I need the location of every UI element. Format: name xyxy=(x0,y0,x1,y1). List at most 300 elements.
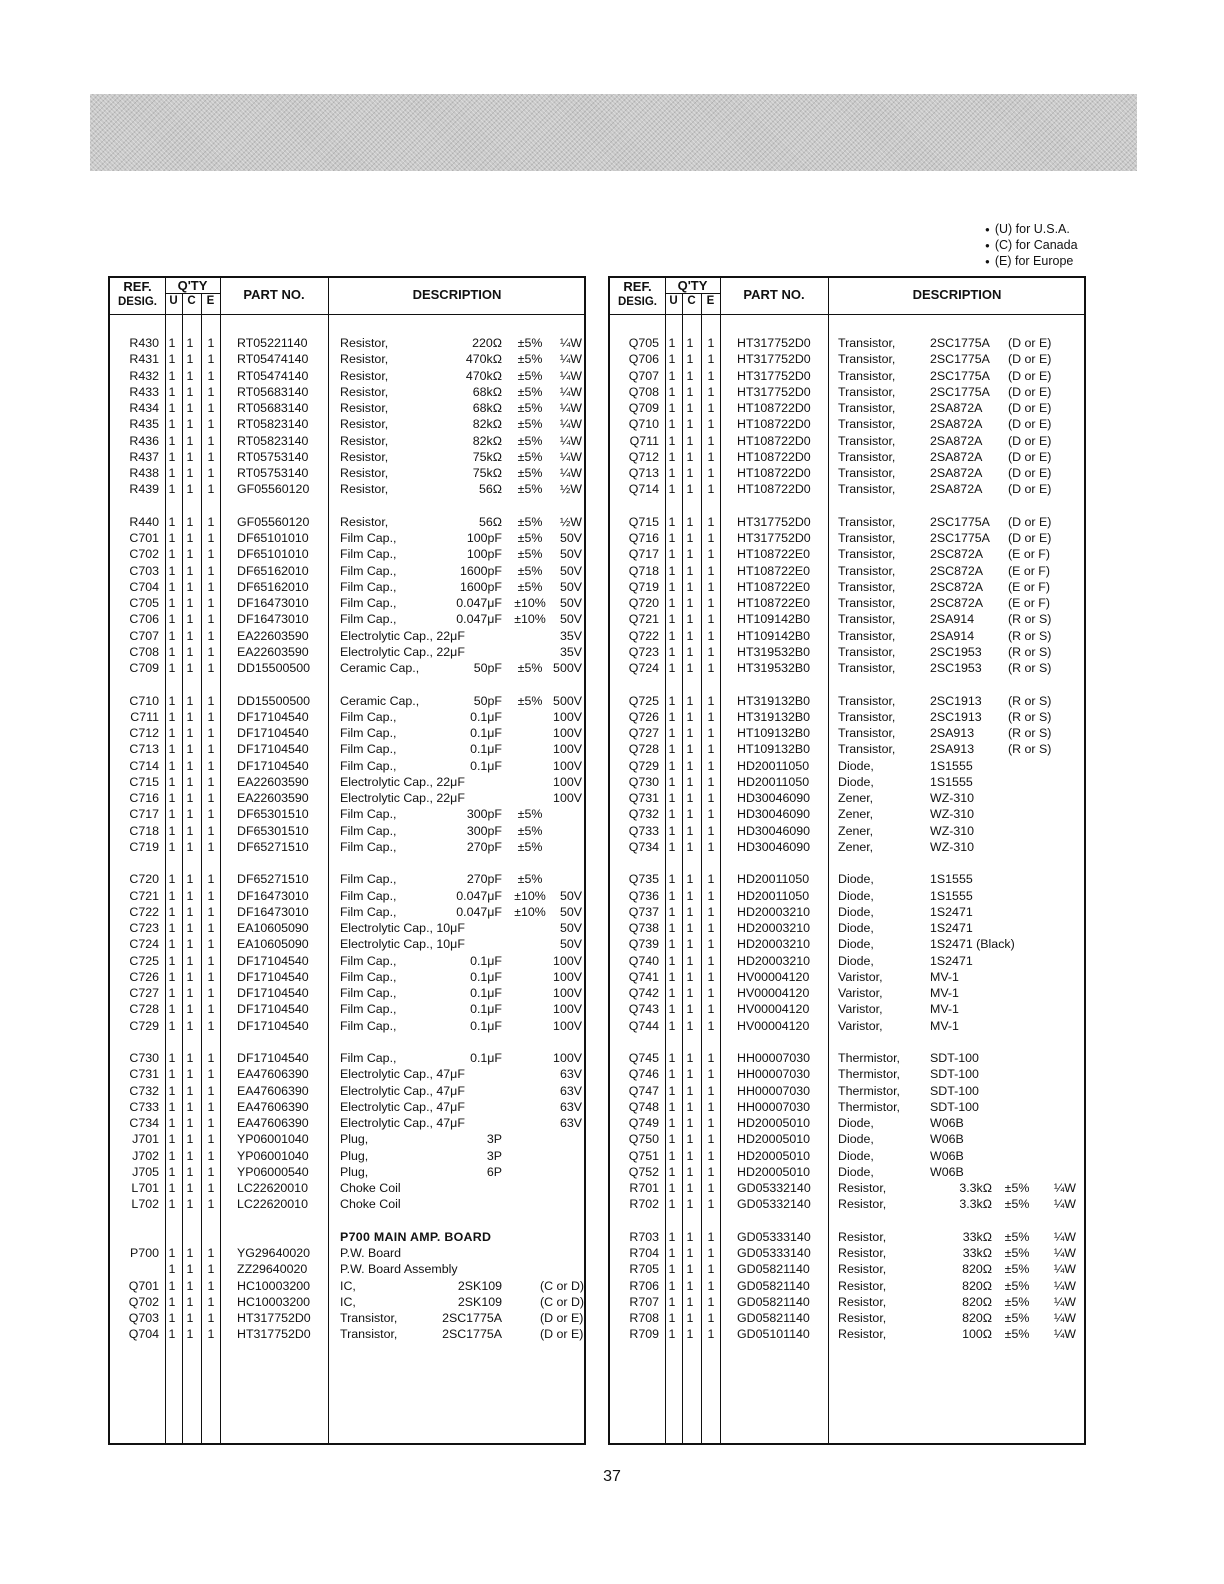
description: Diode, xyxy=(838,904,874,919)
qty-u: 1 xyxy=(668,1311,676,1325)
part-number: DD15500500 xyxy=(237,661,311,675)
ref-desig: Q713 xyxy=(628,466,659,480)
type: 1S1555 xyxy=(930,888,973,903)
qty-c: 1 xyxy=(186,807,194,822)
ref-desig: C727 xyxy=(129,986,159,1000)
qty-u: 1 xyxy=(668,1067,676,1082)
part-number: LC22620010 xyxy=(237,1197,308,1212)
qty-u: 1 xyxy=(668,482,676,497)
value: 0.1μF xyxy=(470,1018,502,1033)
part-number: HD30046090 xyxy=(737,791,811,805)
rating: 50V xyxy=(559,547,582,562)
table-row xyxy=(610,335,1084,351)
description: Film Cap., xyxy=(340,1051,397,1065)
value: 0.1μF xyxy=(470,758,502,773)
qty-e: 1 xyxy=(707,1181,715,1195)
type: WZ-310 xyxy=(930,823,975,838)
type: 1S1555 xyxy=(930,758,973,773)
qty-c: 1 xyxy=(686,449,694,464)
part-number: HV00004120 xyxy=(737,969,810,984)
ref-desig: R704 xyxy=(629,1246,659,1260)
ref-desig: R702 xyxy=(629,1197,659,1212)
u-header: U xyxy=(669,295,678,307)
table-row xyxy=(610,693,1084,709)
qty-e: 1 xyxy=(707,1148,715,1163)
ref-desig: C733 xyxy=(129,1099,159,1114)
qty-u: 1 xyxy=(668,693,676,708)
ref-desig: Q747 xyxy=(628,1083,659,1098)
qty-u: 1 xyxy=(168,336,176,350)
description: Film Cap., xyxy=(340,758,397,773)
table-row xyxy=(110,1180,584,1196)
qty-c: 1 xyxy=(686,1018,694,1033)
qty-c: 1 xyxy=(186,514,194,529)
ref-desig: Q722 xyxy=(628,628,659,643)
qty-c: 1 xyxy=(686,1229,694,1244)
qty-e: 1 xyxy=(707,1018,715,1033)
qty-c: 1 xyxy=(186,612,194,627)
qty-u: 1 xyxy=(668,1327,676,1342)
qty-e: 1 xyxy=(707,839,715,854)
value: 470kΩ xyxy=(465,368,502,383)
part-number: YP06001040 xyxy=(237,1148,309,1163)
qty-c: 1 xyxy=(686,547,694,562)
table-row xyxy=(610,985,1084,1001)
qty-e: 1 xyxy=(707,563,715,578)
table-row xyxy=(610,449,1084,465)
part-number: HD20003210 xyxy=(737,904,811,919)
description: Transistor, xyxy=(838,693,896,708)
rating: ¼W xyxy=(559,384,582,399)
part-number: RT05683140 xyxy=(237,384,309,399)
value: 0.047μF xyxy=(456,612,502,627)
region-legend xyxy=(985,222,1078,270)
qty-c: 1 xyxy=(686,709,694,724)
qty-e: 1 xyxy=(707,1294,715,1309)
tolerance: ±10% xyxy=(514,904,546,919)
rating: ¼W xyxy=(559,336,582,350)
ref-desig: C723 xyxy=(129,921,159,935)
description: Transistor, xyxy=(838,433,896,448)
rank: (D or E) xyxy=(1008,368,1052,383)
part-number: GF05560120 xyxy=(237,482,310,497)
part-number: DF16473010 xyxy=(237,904,309,919)
rating: 50V xyxy=(559,596,582,610)
ref-desig: C713 xyxy=(129,742,159,757)
type: W06B xyxy=(930,1116,964,1130)
description: Film Cap., xyxy=(340,839,397,854)
qty-c: 1 xyxy=(686,1294,694,1309)
table-row xyxy=(610,514,1084,530)
ref-desig: C734 xyxy=(129,1116,159,1130)
value: 82kΩ xyxy=(472,417,502,432)
table-row xyxy=(110,579,584,595)
description: Transistor, xyxy=(838,449,896,464)
ref-desig: C706 xyxy=(129,612,159,627)
tolerance: ±5% xyxy=(517,661,543,675)
description: Diode, xyxy=(838,1148,874,1163)
description: Varistor, xyxy=(838,1018,883,1033)
table-row xyxy=(110,335,584,351)
ref-desig: Q749 xyxy=(628,1116,659,1130)
description: Varistor, xyxy=(838,969,883,984)
part-number: YP06001040 xyxy=(237,1132,309,1147)
qty-u: 1 xyxy=(668,596,676,610)
rating: 50V xyxy=(559,888,582,903)
table-row xyxy=(110,936,584,952)
description: Zener, xyxy=(838,807,874,822)
qty-e: 1 xyxy=(707,661,715,675)
part-number: HD20005010 xyxy=(737,1132,811,1147)
qty-c: 1 xyxy=(686,1164,694,1179)
ref-desig: Q727 xyxy=(628,726,659,740)
rank: (E or F) xyxy=(1008,563,1050,578)
qty-c: 1 xyxy=(186,661,194,675)
ref-desig: Q710 xyxy=(628,417,659,432)
qty-u: 1 xyxy=(668,1051,676,1065)
description: Resistor, xyxy=(838,1278,887,1293)
description: Resistor, xyxy=(340,368,389,383)
section-heading-row xyxy=(110,1229,584,1245)
type: 2SA913 xyxy=(930,726,975,740)
qty-c: 1 xyxy=(686,969,694,984)
rating: 100V xyxy=(553,986,582,1000)
qty-u: 1 xyxy=(668,401,676,415)
qty-e: 1 xyxy=(707,937,715,952)
part-number: DF16473010 xyxy=(237,888,309,903)
qty-u: 1 xyxy=(668,986,676,1000)
description: Electrolytic Cap., 47μF xyxy=(340,1099,465,1114)
qty-c: 1 xyxy=(186,531,194,545)
table-row xyxy=(610,351,1084,367)
qty-c: 1 xyxy=(186,1327,194,1342)
description: Film Cap., xyxy=(340,872,397,887)
legend-item-canada: ● (C) for Canada xyxy=(985,238,1078,254)
rank: (D or E) xyxy=(1008,401,1052,415)
description: Resistor, xyxy=(838,1246,887,1260)
rating: ¼W xyxy=(1053,1181,1076,1195)
description: Resistor, xyxy=(340,514,389,529)
table-row xyxy=(610,1310,1084,1326)
table-row xyxy=(610,400,1084,416)
qty-u: 1 xyxy=(668,514,676,529)
table-row xyxy=(610,1164,1084,1180)
ref-desig: C720 xyxy=(129,872,159,887)
value: 0.1μF xyxy=(470,709,502,724)
value: 1600pF xyxy=(459,579,502,594)
qty-e: 1 xyxy=(207,482,215,497)
qty-header: Q'TY xyxy=(677,278,708,293)
ref-desig: J701 xyxy=(132,1132,159,1147)
description: Film Cap., xyxy=(340,823,397,838)
description: Diode, xyxy=(838,872,874,887)
qty-e: 1 xyxy=(207,969,215,984)
rating: 63V xyxy=(559,1083,582,1098)
qty-u: 1 xyxy=(168,823,176,838)
table-row xyxy=(610,790,1084,806)
part-number: DF17104540 xyxy=(237,1018,309,1033)
qty-u: 1 xyxy=(168,1262,176,1277)
description: Plug, xyxy=(340,1148,369,1163)
part-number: HT108722D0 xyxy=(737,433,811,448)
qty-u: 1 xyxy=(168,904,176,919)
qty-c: 1 xyxy=(686,514,694,529)
ref-desig: C703 xyxy=(129,563,159,578)
ref-desig: Q708 xyxy=(628,384,659,399)
qty-c: 1 xyxy=(686,612,694,627)
qty-c: 1 xyxy=(686,839,694,854)
value: 0.047μF xyxy=(456,904,502,919)
ref-desig: Q723 xyxy=(628,644,659,659)
qty-c: 1 xyxy=(186,709,194,724)
rating: (D or E) xyxy=(540,1311,584,1325)
part-number: HV00004120 xyxy=(737,1018,810,1033)
table-row xyxy=(110,628,584,644)
ref-desig: C709 xyxy=(129,661,159,675)
part-number: HT317752D0 xyxy=(737,514,811,529)
type: 2SC1953 xyxy=(930,644,982,659)
header-banner xyxy=(90,94,1137,171)
table-row xyxy=(610,433,1084,449)
u-header: U xyxy=(169,295,178,307)
qty-u: 1 xyxy=(168,1018,176,1033)
qty-c: 1 xyxy=(686,1132,694,1147)
table-row xyxy=(610,611,1084,627)
table-row xyxy=(610,384,1084,400)
qty-u: 1 xyxy=(168,888,176,903)
type: 2SC1913 xyxy=(930,709,982,724)
qty-u: 1 xyxy=(168,693,176,708)
type: 2SA872A xyxy=(930,401,983,415)
qty-u: 1 xyxy=(668,1099,676,1114)
rating: 50V xyxy=(559,563,582,578)
table-row xyxy=(110,920,584,936)
qty-u: 1 xyxy=(168,1148,176,1163)
value: 100Ω xyxy=(962,1327,992,1342)
rating: 500V xyxy=(553,661,582,675)
table-row xyxy=(110,1294,584,1310)
ref-desig: Q726 xyxy=(628,709,659,724)
tolerance: ±5% xyxy=(517,352,543,367)
part-number: DF65101010 xyxy=(237,531,309,545)
type: 2SC1775A xyxy=(930,514,990,529)
e-header: E xyxy=(206,295,215,307)
part-number: DF65301510 xyxy=(237,807,309,822)
desig-header: DESIG. xyxy=(118,296,157,308)
description: Zener, xyxy=(838,791,874,805)
legend-item-usa: ● (U) for U.S.A. xyxy=(985,222,1078,238)
rating: ¼W xyxy=(1053,1262,1076,1277)
tolerance: ±5% xyxy=(517,839,543,854)
part-number: DF17104540 xyxy=(237,986,309,1000)
ref-desig: R437 xyxy=(129,449,159,464)
description: Thermistor, xyxy=(838,1099,900,1114)
type: 2SC872A xyxy=(930,563,984,578)
table-row xyxy=(110,546,584,562)
qty-e: 1 xyxy=(707,726,715,740)
description: P.W. Board Assembly xyxy=(340,1262,458,1277)
part-number: HD20005010 xyxy=(737,1148,811,1163)
part-number: RT05823140 xyxy=(237,433,309,448)
qty-c: 1 xyxy=(686,921,694,935)
qty-u: 1 xyxy=(668,1116,676,1130)
part-number: HH00007030 xyxy=(737,1067,811,1082)
description: Resistor, xyxy=(838,1294,887,1309)
qty-u: 1 xyxy=(668,774,676,789)
part-number: HT109142B0 xyxy=(737,628,811,643)
rating: ¼W xyxy=(1053,1311,1076,1325)
qty-c: 1 xyxy=(686,401,694,415)
qty-e: 1 xyxy=(707,807,715,822)
qty-u: 1 xyxy=(168,433,176,448)
table-row xyxy=(110,1066,584,1082)
qty-e: 1 xyxy=(707,1002,715,1017)
qty-e: 1 xyxy=(207,1099,215,1114)
qty-c: 1 xyxy=(186,823,194,838)
qty-c: 1 xyxy=(186,1002,194,1017)
tolerance: ±5% xyxy=(517,823,543,838)
table-row xyxy=(610,481,1084,497)
qty-e: 1 xyxy=(207,401,215,415)
description: Diode, xyxy=(838,1164,874,1179)
table-row xyxy=(610,660,1084,676)
part-number: HT317752D0 xyxy=(237,1311,311,1325)
description: Transistor, xyxy=(838,547,896,562)
qty-u: 1 xyxy=(668,433,676,448)
description: Diode, xyxy=(838,1132,874,1147)
description: Film Cap., xyxy=(340,807,397,822)
qty-u: 1 xyxy=(168,514,176,529)
description: Resistor, xyxy=(838,1262,887,1277)
tolerance: ±10% xyxy=(514,596,546,610)
qty-u: 1 xyxy=(168,449,176,464)
value: 0.1μF xyxy=(470,986,502,1000)
type: 2SA872A xyxy=(930,433,983,448)
part-number: DF17104540 xyxy=(237,758,309,773)
qty-u: 1 xyxy=(168,612,176,627)
row-spacer xyxy=(110,855,584,871)
part-number: DF16473010 xyxy=(237,612,309,627)
row-spacer xyxy=(110,1034,584,1050)
qty-u: 1 xyxy=(668,531,676,545)
qty-u: 1 xyxy=(168,937,176,952)
table-row xyxy=(610,530,1084,546)
part-number: HH00007030 xyxy=(737,1051,811,1065)
description: Choke Coil xyxy=(340,1181,401,1195)
qty-c: 1 xyxy=(186,1262,194,1277)
part-number: HT317752D0 xyxy=(737,336,811,350)
ref-desig: Q742 xyxy=(628,986,659,1000)
ref-desig: C701 xyxy=(129,531,159,545)
table-row xyxy=(110,1261,584,1277)
qty-c: 1 xyxy=(686,352,694,367)
qty-u: 1 xyxy=(668,1197,676,1212)
table-row xyxy=(610,579,1084,595)
rating: 100V xyxy=(553,709,582,724)
part-number: DF65162010 xyxy=(237,563,309,578)
ref-header: REF. xyxy=(623,279,652,294)
qty-c: 1 xyxy=(186,921,194,935)
rating: 100V xyxy=(553,774,582,789)
ref-desig: Q733 xyxy=(628,823,659,838)
tolerance: ±5% xyxy=(517,433,543,448)
qty-c: 1 xyxy=(686,1278,694,1293)
value: 0.1μF xyxy=(470,969,502,984)
tolerance: ±5% xyxy=(1004,1229,1030,1244)
qty-u: 1 xyxy=(668,1018,676,1033)
ref-desig: Q732 xyxy=(628,807,659,822)
value: 75kΩ xyxy=(472,466,502,480)
qty-e: 1 xyxy=(207,1262,215,1277)
qty-c: 1 xyxy=(686,1002,694,1017)
ref-desig: Q702 xyxy=(128,1294,159,1309)
table-row xyxy=(110,904,584,920)
qty-e: 1 xyxy=(207,384,215,399)
ref-header: REF. xyxy=(123,279,152,294)
qty-e: 1 xyxy=(207,1164,215,1179)
qty-c: 1 xyxy=(686,774,694,789)
description: Resistor, xyxy=(838,1229,887,1244)
description: Transistor, xyxy=(838,531,896,545)
table-row xyxy=(110,1050,584,1066)
qty-u: 1 xyxy=(668,937,676,952)
qty-u: 1 xyxy=(668,904,676,919)
description: Transistor, xyxy=(340,1327,398,1342)
ref-desig: Q751 xyxy=(628,1148,659,1163)
qty-e: 1 xyxy=(707,368,715,383)
tolerance: ±5% xyxy=(1004,1278,1030,1293)
tolerance: ±10% xyxy=(514,612,546,627)
qty-e: 1 xyxy=(707,401,715,415)
qty-u: 1 xyxy=(168,466,176,480)
rank: (R or S) xyxy=(1008,644,1052,659)
description: Transistor, xyxy=(838,628,896,643)
qty-c: 1 xyxy=(686,644,694,659)
table-row xyxy=(110,351,584,367)
qty-c: 1 xyxy=(686,433,694,448)
description: Transistor, xyxy=(838,384,896,399)
part-number: HT108722D0 xyxy=(737,482,811,497)
qty-c: 1 xyxy=(186,547,194,562)
qty-u: 1 xyxy=(668,921,676,935)
part-number: HT317752D0 xyxy=(237,1327,311,1342)
value: 2SC1775A xyxy=(442,1327,502,1342)
part-number: HT108722E0 xyxy=(737,547,811,562)
qty-e: 1 xyxy=(207,1018,215,1033)
qty-u: 1 xyxy=(168,547,176,562)
rank: (E or F) xyxy=(1008,596,1050,610)
table-row xyxy=(110,839,584,855)
qty-c: 1 xyxy=(186,1067,194,1082)
ref-desig: Q739 xyxy=(628,937,659,952)
rating: 100V xyxy=(553,742,582,757)
qty-e: 1 xyxy=(207,904,215,919)
qty-u: 1 xyxy=(168,1311,176,1325)
ref-desig: C728 xyxy=(129,1002,159,1017)
type: 1S1555 xyxy=(930,774,973,789)
type: 2SC1775A xyxy=(930,384,990,399)
description: Ceramic Cap., xyxy=(340,661,420,675)
qty-e: 1 xyxy=(707,433,715,448)
value: 220Ω xyxy=(472,336,502,350)
part-number: HT319132B0 xyxy=(737,693,811,708)
qty-c: 1 xyxy=(186,1148,194,1163)
part-number: GD05101140 xyxy=(737,1327,810,1342)
qty-c: 1 xyxy=(186,726,194,740)
part-number: RT05823140 xyxy=(237,417,309,432)
qty-e: 1 xyxy=(207,791,215,805)
description: Electrolytic Cap., 47μF xyxy=(340,1116,465,1130)
